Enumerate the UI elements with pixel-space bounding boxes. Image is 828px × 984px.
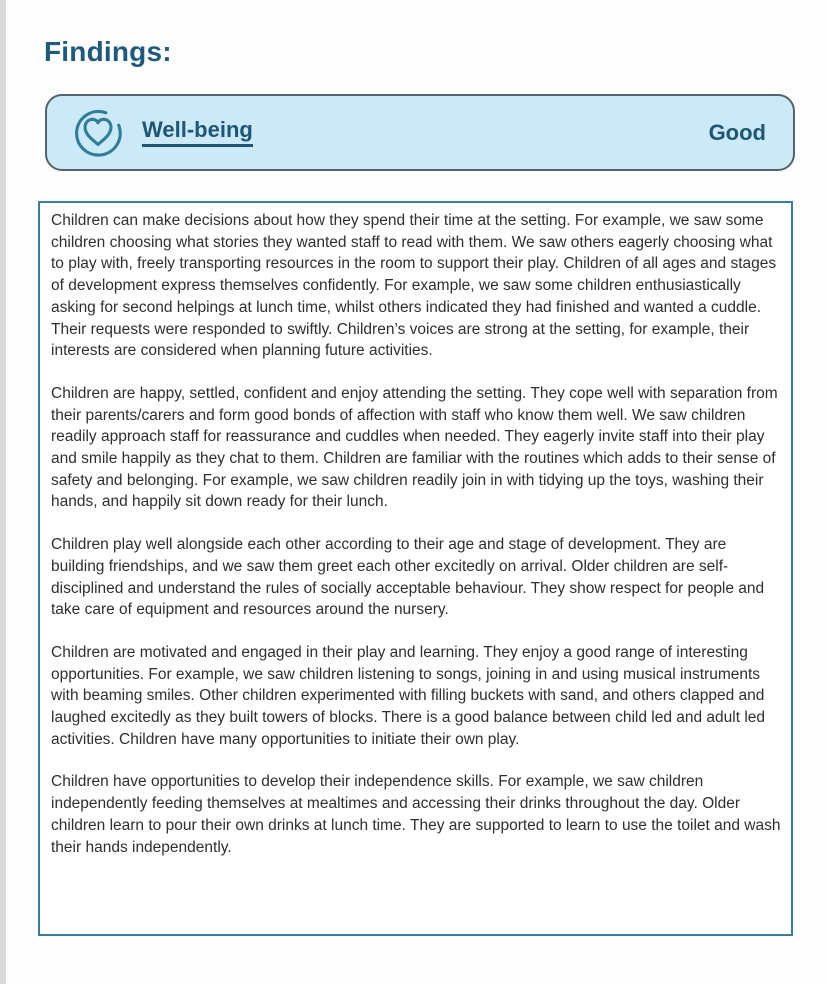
findings-heading: Findings: — [44, 36, 172, 67]
wellbeing-banner — [45, 94, 795, 171]
findings-paragraph: Children are happy, settled, confident and enjoy attending the setting. They cope well with separation from their parents/carers and form good bonds of affection with staff who know them well. We saw children readily approach staff for reassurance and cuddles when needed. They eagerly invite staff into their play and smile happily as they chat to them. Children are familiar with the routines which adds to their sense of safety and belonging. For example, we saw children readily join in with tidying up the toys, washing their hands, and happily sit down ready for their lunch. — [51, 384, 778, 511]
findings-paragraph: Children play well alongside each other according to their age and stage of development. They are building friendships, and we saw them greet each other excitedly on arrival. Older children are self-disciplined and understand the rules of socially acceptable behaviour. They show respect for people and take care of equipment and resources around the nursery. — [51, 536, 765, 619]
findings-paragraph: Children can make decisions about how they spend their time at the setting. For example, we saw some children choosing what stories they wanted staff to read with them. We saw others eagerly choosing what to play with, freely transporting resources in the room to support their play. Children of all ages and stages of development express themselves confidently. For example, we saw some children enthusiastically asking for second helpings at lunch time, whilst others indicated they had finished and wanted a cuddle. Their requests were responded to swiftly. Children’s voices are strong at the setting, for example, their interests are considered when planning future activities. — [51, 212, 777, 360]
findings-paragraph: Children have opportunities to develop their independence skills. For example, we saw children independently feeding themselves at mealtimes and accessing their drinks throughout the day. Older children learn to pour their own drinks at lunch time. They are supported to learn to use the toilet and wash their hands independently. — [51, 773, 781, 856]
page-edge-strip — [0, 0, 6, 984]
rating-value: Good — [708, 119, 766, 145]
findings-paragraph: Children are motivated and engaged in their play and learning. They enjoy a good range of interesting opportunities. For example, we saw children listening to songs, joining in and using musical instruments with beaming smiles. Other children experimented with filling buckets with sand, and others clapped and laughed excitedly as they built towers of blocks. There is a good balance between child led and adult led activities. Children have many opportunities to initiate their own play. — [51, 643, 766, 748]
heart-in-circle-icon — [71, 106, 125, 160]
findings-text-box — [38, 201, 793, 936]
wellbeing-title-link[interactable]: Well-being — [142, 118, 253, 147]
